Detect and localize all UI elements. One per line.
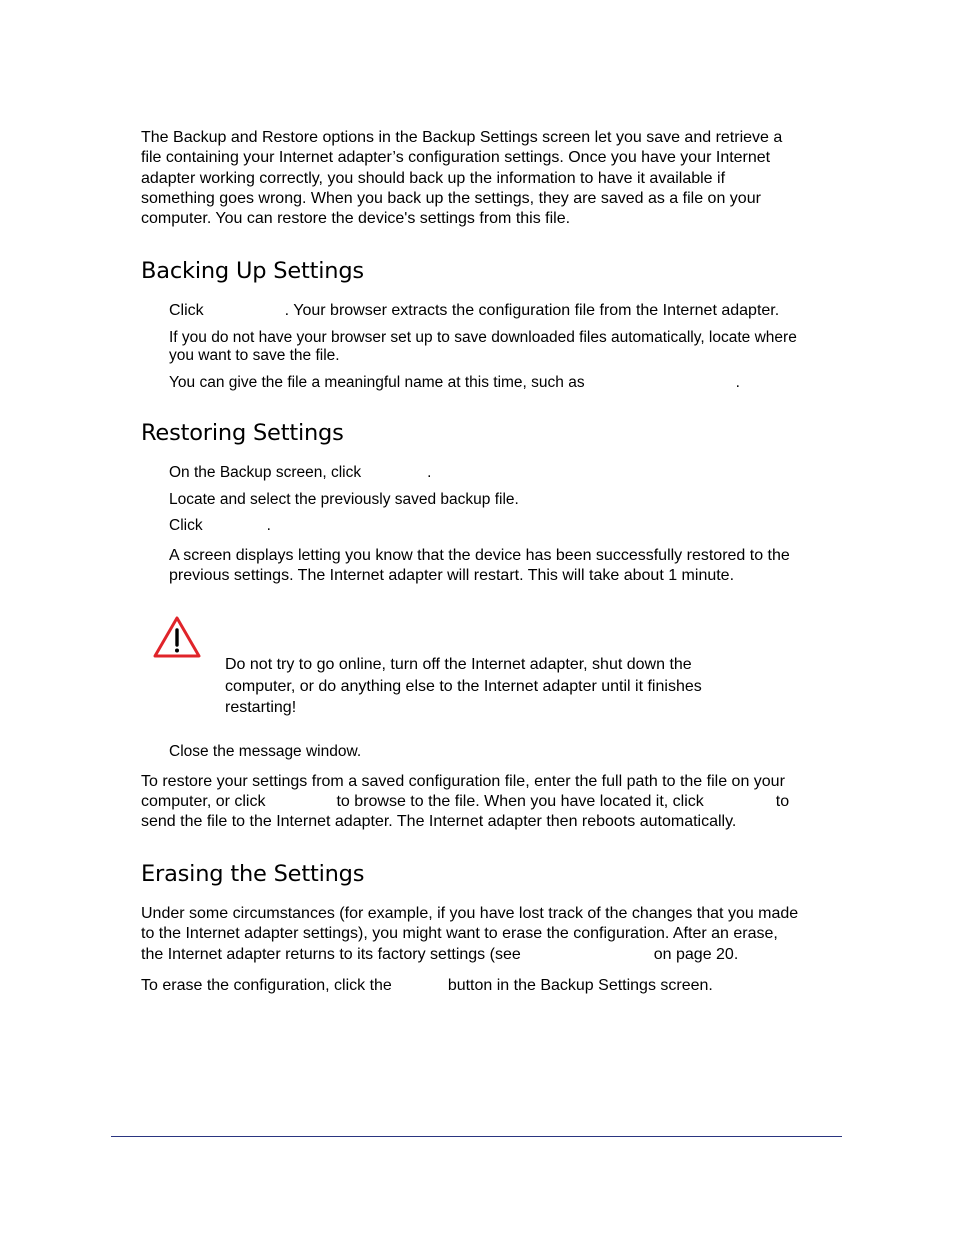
paragraph-text: the Internet adapter returns to its factory settings (see	[141, 946, 521, 963]
step-text: .	[266, 517, 271, 534]
warning-text: Do not try to go online, turn off the Internet adapter, shut down the	[225, 656, 692, 673]
backup-step-2: If you do not have your browser set up to save downloaded files automatically, locate where	[169, 329, 797, 346]
paragraph-text: to	[775, 793, 790, 810]
intro-line: The Backup and Restore options in the Backup Settings screen let you save and retrieve a	[141, 129, 783, 146]
backup-step-3	[169, 373, 740, 392]
restore-step-4: previous settings. The Internet adapter will restart. This will take about 1 minute.	[169, 567, 735, 584]
restore-step-5: Close the message window.	[169, 743, 362, 760]
step-text: Click	[169, 517, 203, 534]
footer-rule	[111, 1136, 842, 1137]
restore-paragraph: send the file to the Internet adapter. The Internet adapter then reboots automatically.	[141, 813, 737, 830]
warning-triangle-icon	[152, 615, 202, 660]
erase-paragraph	[141, 976, 713, 996]
step-text: On the Backup screen, click	[169, 464, 362, 481]
section-heading-backing-up: Backing Up Settings	[141, 258, 364, 284]
step-text: You can give the file a meaningful name at this time, such as	[169, 374, 585, 391]
backup-step-1	[169, 301, 779, 321]
paragraph-text: on page 20.	[653, 946, 739, 963]
paragraph-text: to browse to the file. When you have located it, click	[336, 793, 704, 810]
restore-step-2: Locate and select the previously saved backup file.	[169, 491, 519, 508]
restore-step-1	[169, 463, 431, 482]
intro-line: something goes wrong. When you back up the settings, they are saved as a file on your	[141, 190, 761, 207]
restore-step-4: A screen displays letting you know that the device has been successfully restored to the	[169, 547, 790, 564]
step-text: . Your browser extracts the configuration file from the Internet adapter.	[284, 302, 780, 319]
intro-line: computer. You can restore the device's settings from this file.	[141, 210, 571, 227]
paragraph-text: To erase the configuration, click the	[141, 977, 392, 994]
step-text: .	[427, 464, 432, 481]
restore-step-3	[169, 516, 271, 535]
step-text: .	[735, 374, 740, 391]
paragraph-text: button in the Backup Settings screen.	[447, 977, 713, 994]
warning-text: computer, or do anything else to the Internet adapter until it finishes	[225, 678, 702, 695]
step-text: Click	[169, 302, 204, 319]
section-heading-restoring: Restoring Settings	[141, 420, 344, 446]
erase-paragraph	[141, 945, 738, 965]
restore-paragraph: To restore your settings from a saved configuration file, enter the full path to the file on your	[141, 773, 785, 790]
intro-line: adapter working correctly, you should back up the information to have it available if	[141, 170, 726, 187]
backup-step-2: you want to save the file.	[169, 347, 340, 364]
erase-paragraph: Under some circumstances (for example, if you have lost track of the changes that you made	[141, 905, 799, 922]
erase-paragraph: to the Internet adapter settings), you might want to erase the configuration. After an erase,	[141, 925, 778, 942]
warning-text: restarting!	[225, 699, 297, 716]
restore-paragraph	[141, 792, 789, 812]
section-heading-erasing: Erasing the Settings	[141, 861, 365, 887]
intro-line: file containing your Internet adapter’s configuration settings. Once you have your Internet	[141, 149, 771, 166]
paragraph-text: computer, or click	[141, 793, 266, 810]
